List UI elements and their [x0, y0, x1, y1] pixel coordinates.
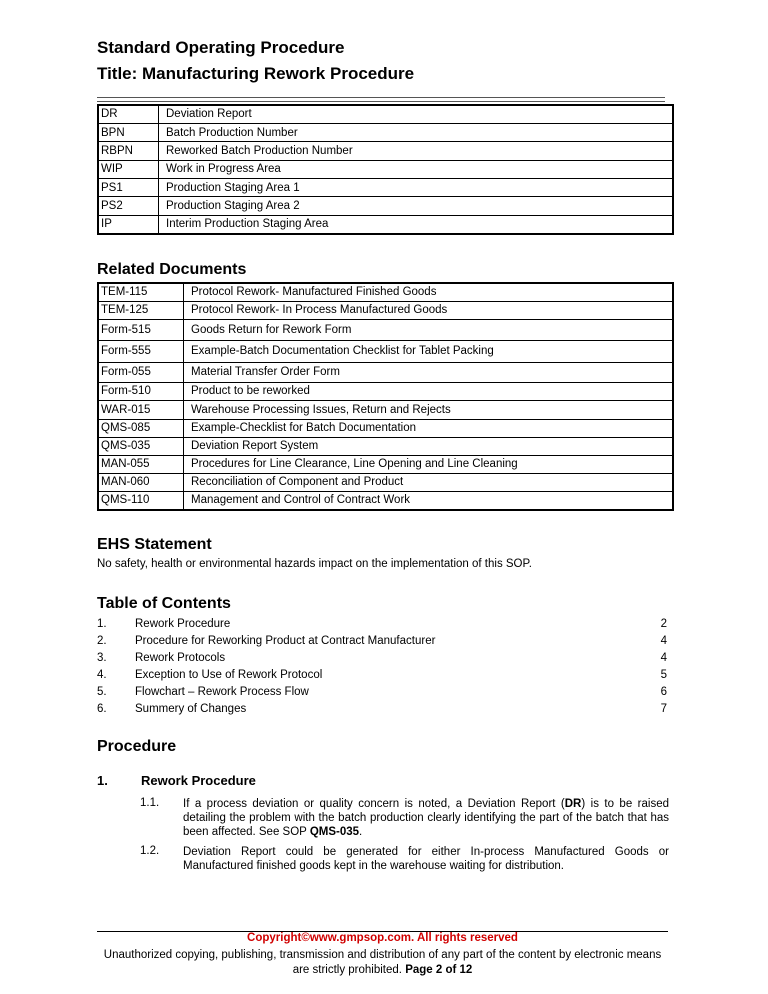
text-run: ) is to be raised detailing the problem with the batch production clearly identifying the part of the batch that has been affected. See SOP — [183, 798, 669, 838]
abbr-code: PS2 — [98, 197, 159, 215]
doc-code: QMS-085 — [98, 419, 184, 437]
sop-reference: QMS-035 — [309, 826, 360, 838]
text-run: If a process deviation or quality concern is noted, a Deviation Report ( — [183, 798, 565, 810]
ehs-heading: EHS Statement — [97, 536, 212, 553]
subsection-number: 1.2. — [140, 845, 160, 857]
toc-item[interactable] — [97, 652, 669, 669]
related-documents-table — [97, 282, 674, 511]
table-row — [98, 455, 673, 473]
abbr-meaning: Batch Production Number — [159, 123, 674, 141]
doc-title: Product to be reworked — [184, 382, 674, 400]
doc-code: TEM-115 — [98, 283, 184, 301]
table-row — [98, 437, 673, 455]
abbr-meaning: Production Staging Area 1 — [159, 179, 674, 197]
toc-label: Rework Protocols — [135, 652, 226, 664]
toc-page: 7 — [660, 703, 667, 715]
abbr-meaning: Production Staging Area 2 — [159, 197, 674, 215]
toc-number: 4. — [97, 669, 107, 681]
toc-number: 6. — [97, 703, 107, 715]
table-row — [98, 301, 673, 319]
table-row — [98, 473, 673, 491]
toc-page: 4 — [660, 652, 667, 664]
doc-title: Protocol Rework- In Process Manufactured Goods — [184, 301, 674, 319]
doc-title: Example-Checklist for Batch Documentation — [184, 419, 674, 437]
table-row — [98, 197, 673, 215]
doc-title: Reconciliation of Component and Product — [184, 473, 674, 491]
toc-number: 3. — [97, 652, 107, 664]
table-row — [98, 160, 673, 178]
legal-text: Unauthorized copying, publishing, transmission and distribution of any part of the content by electronic means are strictly prohibited. — [103, 949, 662, 976]
abbr-code: PS1 — [98, 179, 159, 197]
page-number: Page 2 of 12 — [405, 964, 473, 976]
doc-code: MAN-060 — [98, 473, 184, 491]
related-documents-heading: Related Documents — [97, 261, 247, 278]
toc-item[interactable] — [97, 686, 669, 703]
table-row — [98, 105, 673, 123]
doc-code: QMS-035 — [98, 437, 184, 455]
doc-code: Form-510 — [98, 382, 184, 400]
toc-item[interactable] — [97, 703, 669, 720]
abbreviations-table — [97, 104, 674, 235]
doc-title: Management and Control of Contract Work — [184, 491, 674, 510]
table-row — [98, 179, 673, 197]
table-row — [98, 142, 673, 160]
table-row — [98, 340, 673, 362]
abbr-meaning: Deviation Report — [159, 105, 674, 123]
toc-page: 2 — [660, 618, 667, 630]
table-row — [98, 123, 673, 141]
doc-code: WAR-015 — [98, 400, 184, 419]
abbr-code: DR — [98, 105, 159, 123]
toc-label: Summery of Changes — [135, 703, 247, 715]
table-row — [98, 419, 673, 437]
toc-number: 5. — [97, 686, 107, 698]
footer-copyright: Copyright©www.gmpsop.com. All rights reserved — [247, 932, 518, 944]
doc-code: Form-515 — [98, 319, 184, 340]
table-row — [98, 362, 673, 382]
doc-title: Procedures for Line Clearance, Line Opening and Line Cleaning — [184, 455, 674, 473]
subsection-text: Deviation Report could be generated for either In-process Manufactured Goods or Manufactured finished goods kept in the warehouse waiting for distribution. — [183, 846, 669, 872]
document-type-title: Standard Operating Procedure — [97, 38, 345, 57]
text-run: . — [359, 826, 363, 838]
toc-label: Exception to Use of Rework Protocol — [135, 669, 323, 681]
toc-number: 1. — [97, 618, 107, 630]
table-row — [98, 319, 673, 340]
toc-item[interactable] — [97, 635, 669, 652]
subsection-number: 1.1. — [140, 797, 160, 809]
table-row — [98, 283, 673, 301]
toc-page: 6 — [660, 686, 667, 698]
section-title: Rework Procedure — [141, 773, 256, 788]
doc-code: MAN-055 — [98, 455, 184, 473]
abbr-code: IP — [98, 215, 159, 233]
doc-title: Protocol Rework- Manufactured Finished Goods — [184, 283, 674, 301]
abbr-code: BPN — [98, 123, 159, 141]
table-row — [98, 491, 673, 510]
toc-page: 4 — [660, 635, 667, 647]
doc-code: Form-555 — [98, 340, 184, 362]
footer-legal-notice — [97, 948, 668, 978]
dr-abbreviation: DR — [564, 798, 582, 810]
table-row — [98, 215, 673, 233]
toc-item[interactable] — [97, 669, 669, 686]
subsection-text — [183, 797, 669, 839]
header-divider — [97, 97, 665, 102]
abbr-meaning: Interim Production Staging Area — [159, 215, 674, 233]
doc-code: TEM-125 — [98, 301, 184, 319]
toc-number: 2. — [97, 635, 107, 647]
toc-label: Procedure for Reworking Product at Contract Manufacturer — [135, 635, 436, 647]
abbr-meaning: Work in Progress Area — [159, 160, 674, 178]
document-title: Title: Manufacturing Rework Procedure — [97, 64, 415, 83]
ehs-statement-text: No safety, health or environmental hazards impact on the implementation of this SOP. — [97, 558, 532, 570]
doc-title: Goods Return for Rework Form — [184, 319, 674, 340]
toc-label: Rework Procedure — [135, 618, 231, 630]
procedure-heading: Procedure — [97, 738, 177, 755]
doc-title: Deviation Report System — [184, 437, 674, 455]
abbr-code: WIP — [98, 160, 159, 178]
abbr-meaning: Reworked Batch Production Number — [159, 142, 674, 160]
doc-code: Form-055 — [98, 362, 184, 382]
toc-page: 5 — [660, 669, 667, 681]
doc-title: Warehouse Processing Issues, Return and Rejects — [184, 400, 674, 419]
table-row — [98, 400, 673, 419]
abbr-code: RBPN — [98, 142, 159, 160]
doc-code: QMS-110 — [98, 491, 184, 510]
toc-item[interactable] — [97, 618, 669, 635]
doc-title: Material Transfer Order Form — [184, 362, 674, 382]
toc-heading: Table of Contents — [97, 595, 231, 612]
doc-title: Example-Batch Documentation Checklist for Tablet Packing — [184, 340, 674, 362]
table-row — [98, 382, 673, 400]
toc-label: Flowchart – Rework Process Flow — [135, 686, 309, 698]
section-number: 1. — [97, 773, 108, 788]
